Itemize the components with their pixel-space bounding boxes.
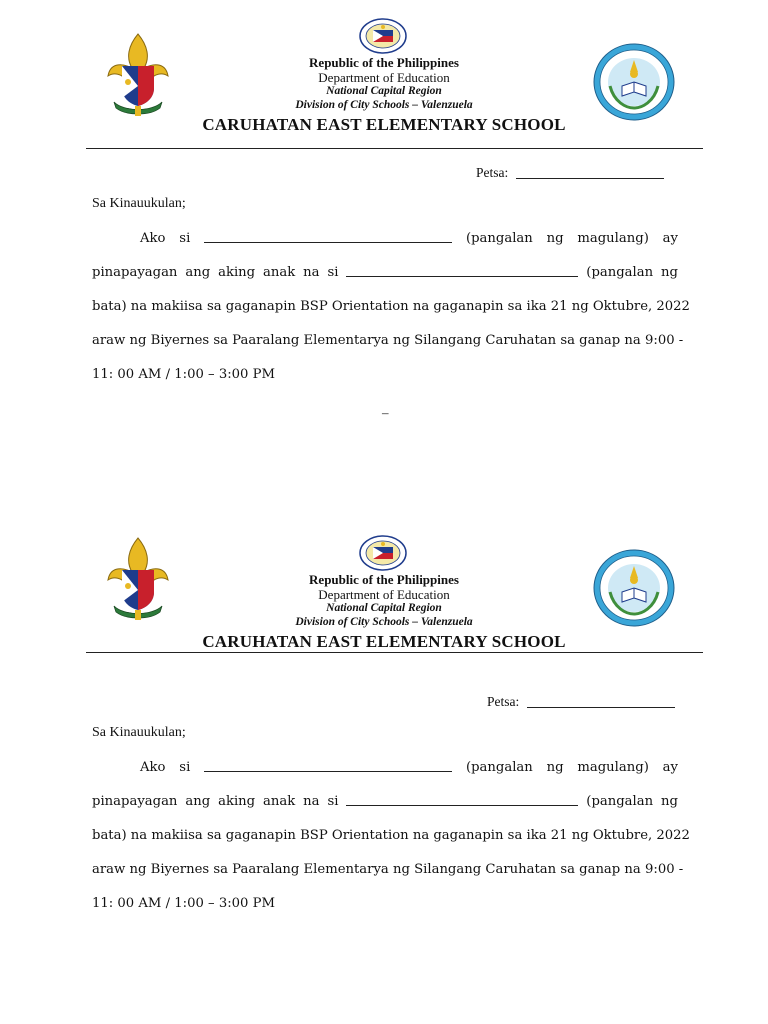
word: aking [218,265,256,280]
word: ng [546,231,564,246]
petsa-label: Petsa: [476,165,509,180]
word: ng [546,760,564,775]
word: ay [662,231,678,246]
word: pinapayagan [92,794,178,809]
letter-line-1 [92,760,678,775]
region-heading: National Capital Region [326,85,442,97]
word: (pangalan [465,231,533,246]
division-heading: Division of City Schools – Valenzuela [295,99,473,111]
word: anak [263,794,296,809]
republic-heading: Republic of the Philippines [309,572,459,587]
letter-line-5: 11: 00 AM / 1:00 – 3:00 PM [92,367,276,382]
scout-emblem-icon [106,536,170,622]
school-seal-icon [592,42,676,122]
letter-line-4: araw ng Biyernes sa Paaralang Elementarya ng Silangang Caruhatan sa ganap na 9:00 - [92,862,684,877]
salutation: Sa Kinauukulan; [92,725,186,740]
word: aking [218,794,256,809]
school-name: CARUHATAN EAST ELEMENTARY SCHOOL [202,115,566,134]
department-heading: Department of Education [318,587,450,602]
letter-line-5: 11: 00 AM / 1:00 – 3:00 PM [92,896,276,911]
petsa-label: Petsa: [487,694,520,709]
word: si [327,794,339,809]
word: ng [661,265,678,280]
word: magulang) [577,760,649,775]
scout-emblem-icon [106,32,170,118]
school-name: CARUHATAN EAST ELEMENTARY SCHOOL [202,632,566,651]
division-heading: Division of City Schools – Valenzuela [295,616,473,628]
header-rule [86,148,703,149]
separator-dash: – [382,405,389,420]
petsa-blank[interactable] [516,167,664,179]
parent-name-blank[interactable] [204,231,452,243]
letter-line-2 [92,794,678,809]
deped-seal-icon [359,18,407,54]
word: Ako [140,760,166,775]
deped-seal-icon [359,535,407,571]
child-name-blank[interactable] [346,794,578,806]
word: ang [185,265,211,280]
letter-line-4: araw ng Biyernes sa Paaralang Elementarya ng Silangang Caruhatan sa ganap na 9:00 - [92,333,684,348]
word: magulang) [577,231,649,246]
word: (pangalan [465,760,533,775]
school-seal-icon [592,548,676,628]
department-heading: Department of Education [318,70,450,85]
parent-name-blank[interactable] [204,760,452,772]
word: na [303,794,320,809]
region-heading: National Capital Region [326,602,442,614]
word: ang [185,794,211,809]
republic-heading: Republic of the Philippines [309,55,459,70]
word: pinapayagan [92,265,178,280]
header-rule [86,652,703,653]
word: (pangalan [586,794,654,809]
word: Ako [140,231,166,246]
word: ng [661,794,678,809]
word: ay [662,760,678,775]
word: si [179,231,191,246]
word: anak [263,265,296,280]
word: (pangalan [586,265,654,280]
letter-line-1 [92,231,678,246]
salutation: Sa Kinauukulan; [92,196,186,211]
word: na [303,265,320,280]
letter-line-3: bata) na makiisa sa gaganapin BSP Orientation na gaganapin sa ika 21 ng Oktubre, 2022 [92,299,690,314]
petsa-blank[interactable] [527,696,675,708]
child-name-blank[interactable] [346,265,578,277]
word: si [327,265,339,280]
letter-line-2 [92,265,678,280]
letter-line-3: bata) na makiisa sa gaganapin BSP Orientation na gaganapin sa ika 21 ng Oktubre, 2022 [92,828,690,843]
word: si [179,760,191,775]
